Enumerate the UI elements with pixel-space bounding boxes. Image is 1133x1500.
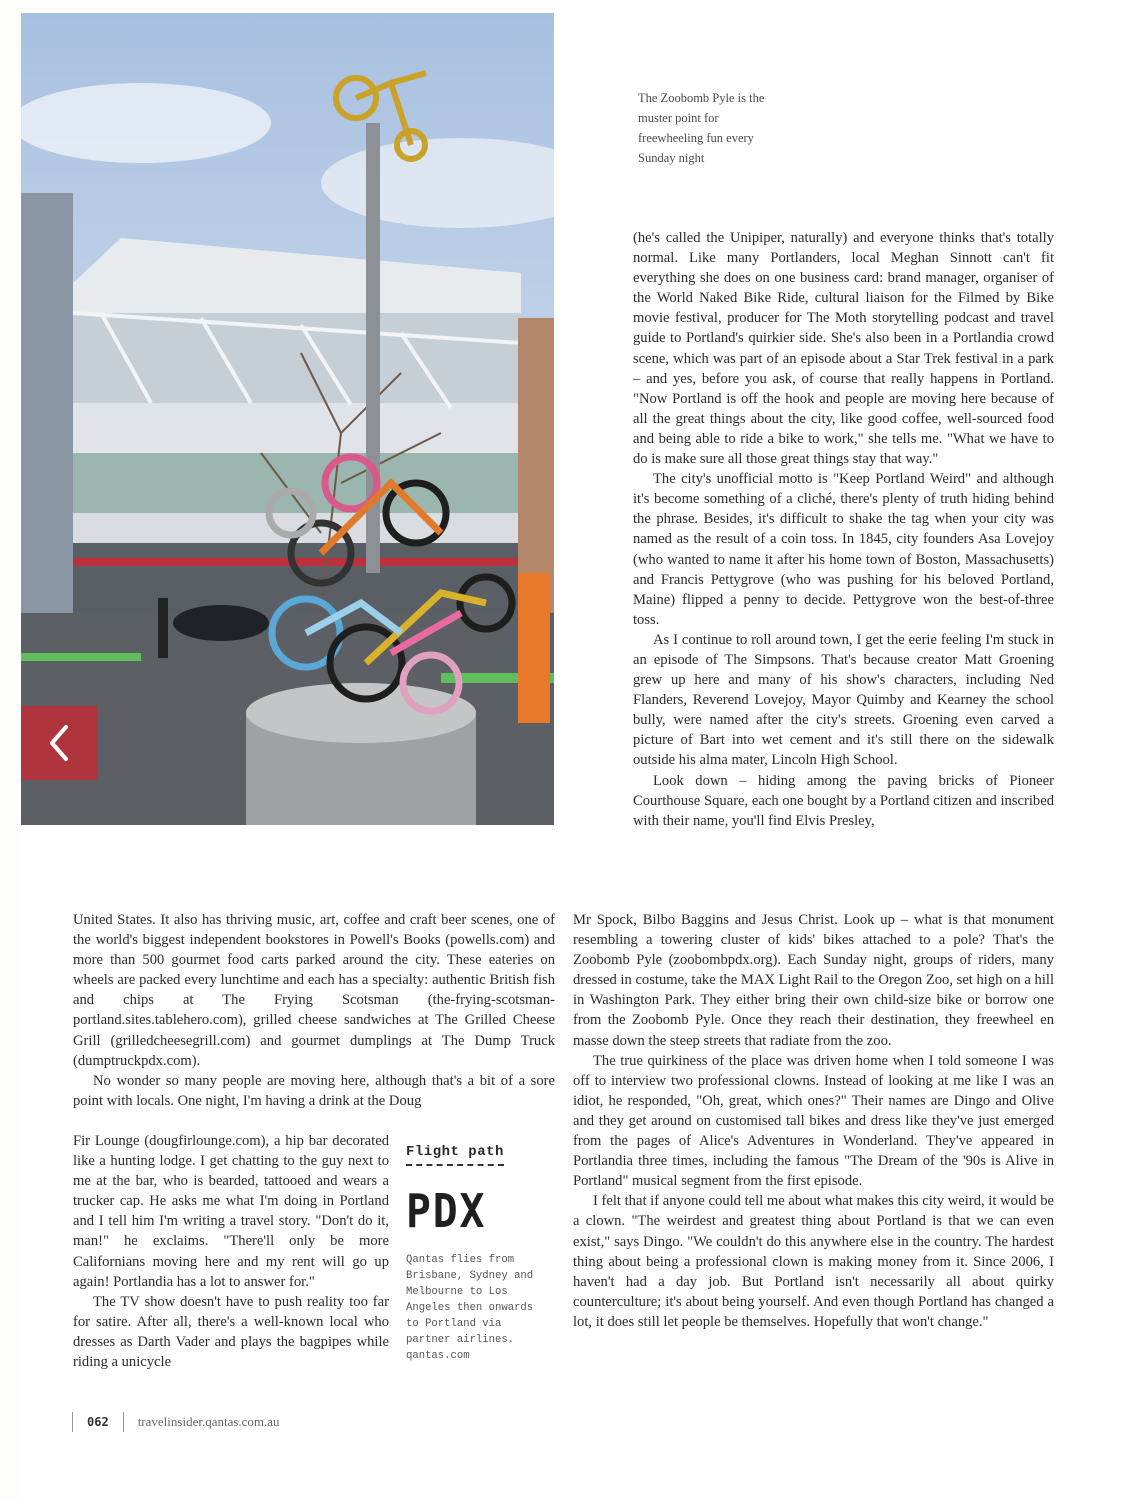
flight-details: Qantas flies from Brisbane, Sydney and Melbourne to Los Angeles then onwards to Portland via partner airlines. qantas.com: [406, 1254, 534, 1362]
footer-divider: [72, 1412, 73, 1432]
article-column-right-bottom: [573, 910, 1054, 1332]
footer-divider: [123, 1412, 124, 1432]
article-paragraph: The city's unofficial motto is "Keep Portland Weird" and although it's become something of a cliché, there's plenty of truth hiding behind the phrase. Besides, it's difficult to shake the tag when your city was named as the result of a coin toss. In 1845, city founders Asa Lovejoy (who wanted to name it after his home town of Boston, Massachusetts) and Francis Pettygrove (who was pushing for his beloved Portland, Maine) flipped a penny to decide. Pettygrove won the best-of-three toss.: [633, 471, 1054, 628]
page-footer: [72, 1412, 280, 1432]
article-paragraph: The true quirkiness of the place was driven home when I told someone I was off to interview two professional clowns. Instead of looking at me like I was an idiot, he responded, "Oh, great, which ones?" Their names are Dingo and Olive and they get around on customised tall bikes and dress like they've just emerged from the pages of Alice's Adventures in Wonderland. They've appeared in Portlandia three times, including the famous "The Dream of the '90s is Alive in Portland" musical segment from the first episode.: [573, 1052, 1054, 1190]
zoobomb-pyle-photo: [21, 13, 554, 825]
article-paragraph: As I continue to roll around town, I get the eerie feeling I'm stuck in an episode of The Simpsons. That's because creator Matt Groening grew up here and many of his show's characters, including Ned Flanders, Reverend Lovejoy, Mayor Quimby and Kearney the school bully, were named after the city's streets. Groening even carved a picture of Bart into wet cement and it's still there on the sidewalk outside his alma mater, Lincoln High School.: [633, 631, 1054, 769]
previous-page-button[interactable]: [21, 706, 97, 780]
chevron-left-icon: [42, 721, 76, 765]
photo-illustration: [21, 13, 554, 825]
article-paragraph: No wonder so many people are moving here, although that's a bit of a sore point with locals. One night, I'm having a drink at the Doug: [73, 1072, 555, 1109]
flight-path-box: [406, 1142, 546, 1364]
airport-code: PDX: [406, 1184, 487, 1238]
page-number: 062: [87, 1415, 109, 1429]
article-paragraph: Look down – hiding among the paving bricks of Pioneer Courthouse Square, each one bought by a Portland citizen and inscribed with their name, you'll find Elvis Presley,: [633, 772, 1054, 829]
article-paragraph: I felt that if anyone could tell me about what makes this city weird, it would be a clown. "The weirdest and greatest thing about Portland is that we can even exist," says Dingo. "We couldn't do this anywhere else in the country. The hardest thing about being a professional clown is making money from it. Since 2006, I haven't had a day job. But Portland isn't necessarily all about quirky counterculture; it's about being yourself. And even though Portland has changed a lot, it does still let people be themselves. Hopefully that won't change.": [573, 1193, 1054, 1330]
article-paragraph: (he's called the Unipiper, naturally) and everyone thinks that's totally normal. Like many Portlanders, local Meghan Sinnott can't fit everything she does on one business card: brand manager, organiser of the World Naked Bike Ride, cultural liaison for the Filmed by Bike movie festival, producer for The Moth storytelling podcast and travel guide to Portland's quirkier side. She's also been in a Portlandia crowd scene, which was part of an episode about a Star Trek festival in a park – and yes, before you ask, of course that really happens in Portland. "Now Portland is off the hook and people are moving here because of all the great things about the city, like good coffee, well-sourced food and being able to ride a bike to work," she tells me. "What we have to do is make sure all those great things stay that way.": [633, 230, 1054, 468]
article-column-left-bottom: [73, 1131, 389, 1372]
article-column-right-top: [633, 228, 1054, 831]
article-paragraph: Mr Spock, Bilbo Baggins and Jesus Christ. Look up – what is that monument resembling a towering cluster of kids' bikes attached to a pole? That's the Zoobomb Pyle (zoobombpdx.org). Each Sunday night, groups of riders, many dressed in costume, take the MAX Light Rail to the Oregon Zoo, set high on a hill in Washington Park. They either bring their own child-size bike or borrow one from the Zoobomb Pyle. Once they reach their destination, they freewheel en masse down the steep streets that radiate from the zoo.: [573, 912, 1054, 1049]
flight-path-title: Flight path: [406, 1144, 504, 1166]
photo-caption: The Zoobomb Pyle is the muster point for freewheeling fun every Sunday night: [638, 91, 765, 165]
article-column-left-top: [73, 910, 555, 1111]
article-paragraph: The TV show doesn't have to push reality too far for satire. After all, there's a well-known local who dresses as Darth Vader and plays the bagpipes while riding a unicycle: [73, 1293, 389, 1371]
article-paragraph: United States. It also has thriving music, art, coffee and craft beer scenes, one of the world's biggest independent bookstores in Powell's Books (powells.com) and more than 500 gourmet food carts parked around the city. These eateries on wheels are packed every lunchtime and each has a specialty: authentic British fish and chips at The Frying Scotsman (the-frying-scotsman-portland.sites.tablehero.com), grilled cheese sandwiches at The Grilled Cheese Grill (grilledcheesegrill.com) and gourmet dumplings at The Dump Truck (dumptruckpdx.com).: [73, 912, 555, 1069]
article-paragraph: Fir Lounge (dougfirlounge.com), a hip bar decorated like a hunting lodge. I get chatting to the guy next to me at the bar, who is bearded, tattooed and wears a trucker cap. He asks me what I'm doing in Portland and I tell him I'm writing a travel story. "Don't do it, man!" he exclaims. "There'll only be more Californians moving here and my rent will go up again! Portlandia has a lot to answer for.": [73, 1133, 389, 1290]
website-link[interactable]: travelinsider.qantas.com.au: [137, 1414, 280, 1429]
